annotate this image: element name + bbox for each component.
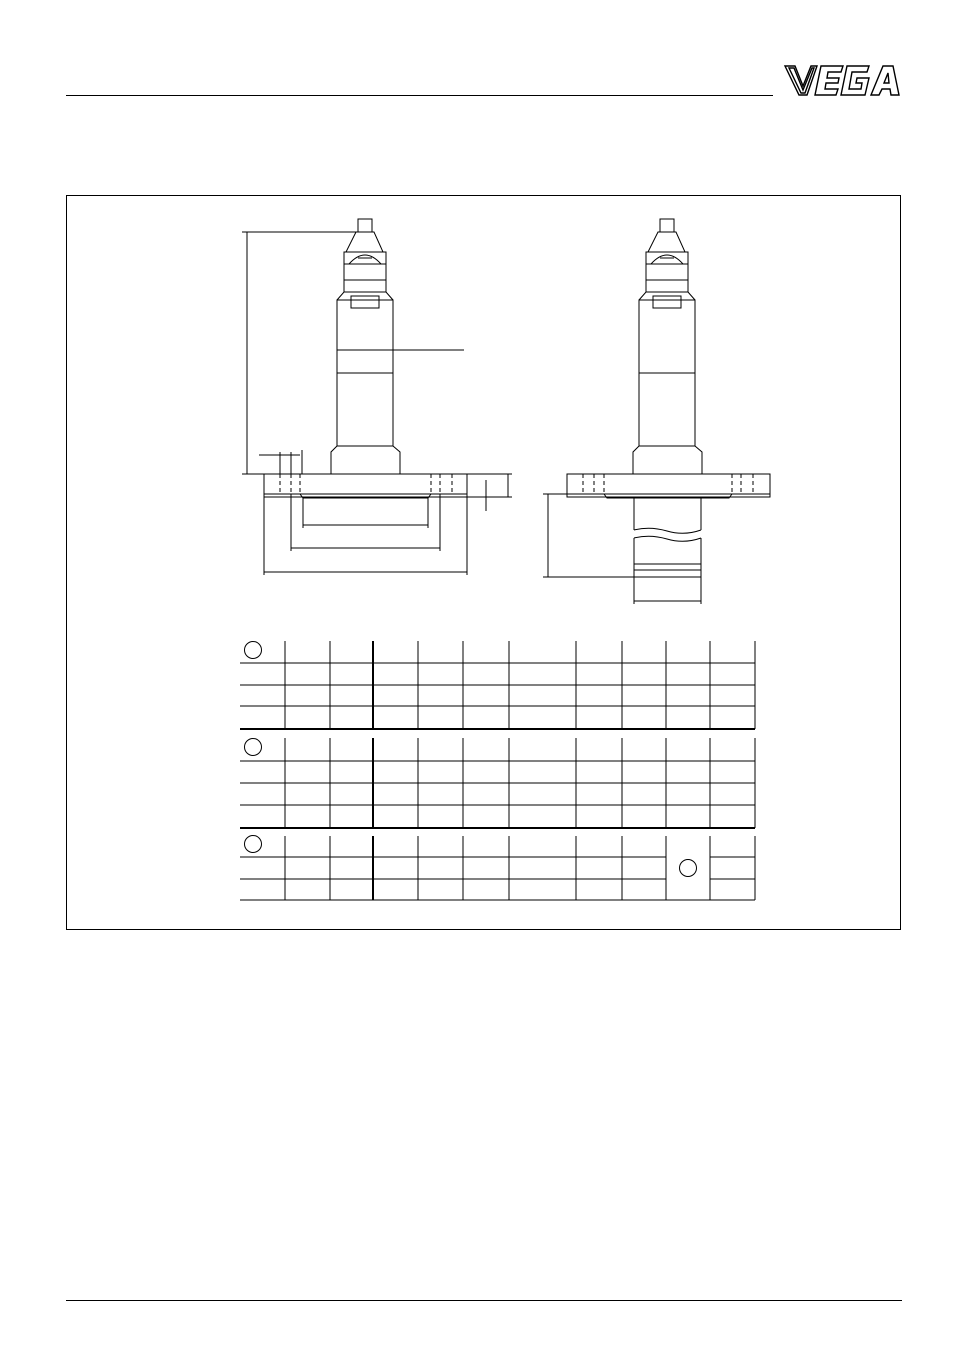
dimension-table [240, 641, 755, 900]
instrument-right-drawing [543, 219, 770, 604]
section-marker-a [245, 642, 262, 659]
section-marker-d [680, 860, 697, 877]
section-marker-c [245, 836, 262, 853]
instrument-left-drawing [242, 219, 512, 575]
section-marker-b [245, 739, 262, 756]
footer-rule [66, 1300, 902, 1301]
